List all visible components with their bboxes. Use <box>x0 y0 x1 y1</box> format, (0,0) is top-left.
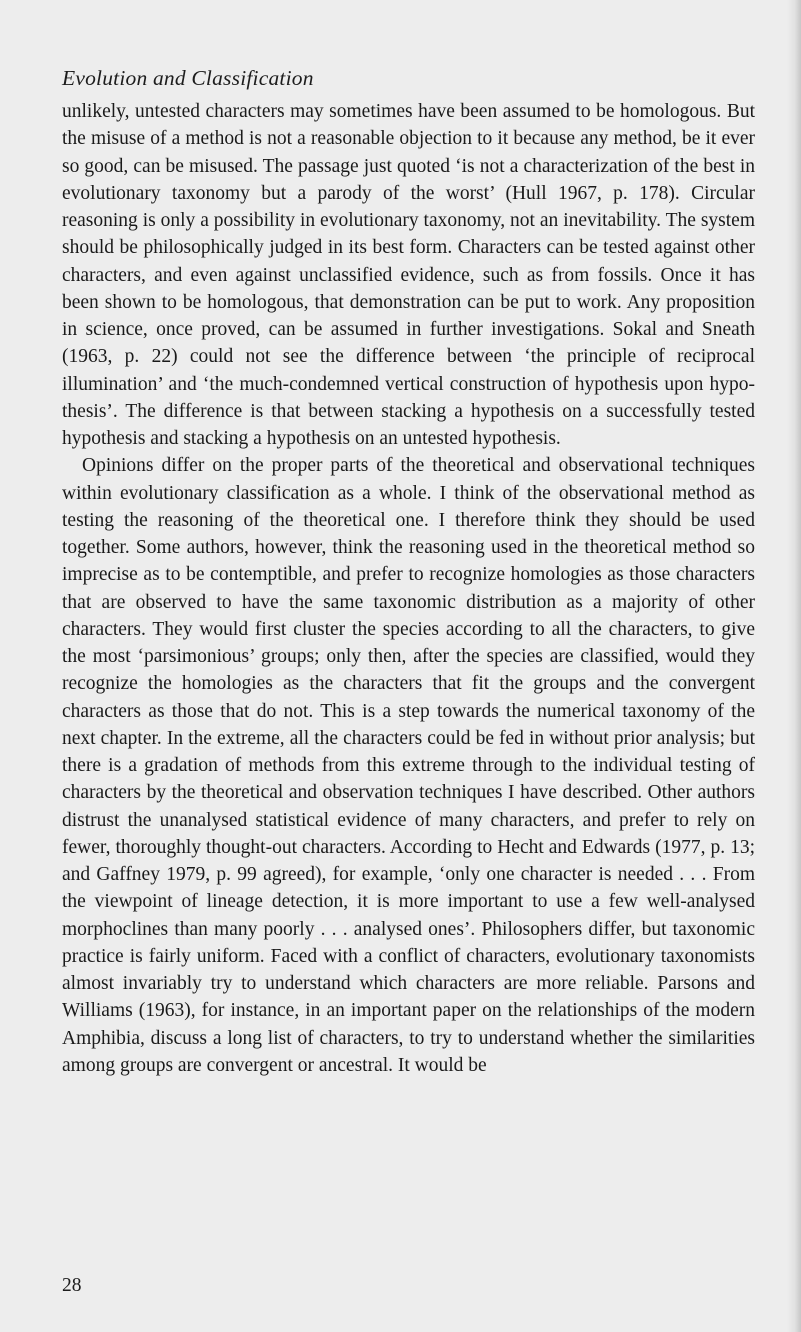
body-text <box>62 98 755 1079</box>
running-head: Evolution and Classification <box>62 66 314 90</box>
page-number: 28 <box>62 1275 82 1296</box>
paragraph-opinions: Opinions differ on the proper parts of the theoretical and observational techniques within evolutionary classification as a whole. I think of the observational method as testing the reasoning of the theoretical one. I therefore think they should be used together. Some authors, however, think the reasoning used in the theoretical method so imprecise as to be contemptible, and prefer to recognize homologies as those characters that are observed to have the same taxonomic distribution as a majority of other characters. They would first cluster the species according to all the characters, to give the most ‘parsimonious’ groups; only then, after the species are classified, would they recognize the homologies as the characters that fit the groups and the convergent characters as those that do not. This is a step towards the numerical taxonomy of the next chapter. In the extreme, all the characters could be fed in without prior analysis; but there is a gradation of methods from this extreme through to the individual testing of characters by the theoretical and observation techniques I have described. Other authors distrust the unanalysed statistical evidence of many characters, and prefer to rely on fewer, thoroughly thought-out characters. According to Hecht and Edwards (1977, p. 13; and Gaffney 1979, p. 99 agreed), for example, ‘only one character is needed . . . From the viewpoint of lineage detection, it is more important to use a few well-analysed morphoclines than many poorly . . . analysed ones’. Philosophers differ, but taxonomic practice is fairly uniform. Faced with a conflict of characters, evolutionary taxonomists almost invariably try to understand which characters are more reliable. Parsons and Williams (1963), for instance, in an important paper on the relationships of the modern Amphibia, discuss a long list of characters, to try to understand whether the similarities among groups are convergent or ancestral. It would be <box>62 455 755 1076</box>
paragraph-continued: unlikely, untested characters may sometimes have been assumed to be homologous. But the misuse of a method is not a reasonable objection to it because any method, be it ever so good, can be misused. The passage just quoted ‘is not a characterization of the best in evolutionary taxonomy but a parody of the worst’ (Hull 1967, p. 178). Circular reasoning is only a possibility in evolutionary taxonomy, not an inevitability. The system should be philosophically judged in its best form. Characters can be tested against other characters, and even against unclassified evidence, such as from fossils. Once it has been shown to be homologous, that demonstration can be put to work. Any proposition in science, once proved, can be assumed in further investigations. Sokal and Sneath (1963, p. 22) could not see the difference between ‘the principle of reciprocal illumination’ and ‘the much-condemned vertical construction of hypothesis upon hypo-thesis’. The difference is that between stacking a hypothesis on a successfully tested hypothesis and stacking a hypothesis on an untested hypothesis. <box>62 101 755 449</box>
page-edge-shadow <box>787 0 801 1332</box>
